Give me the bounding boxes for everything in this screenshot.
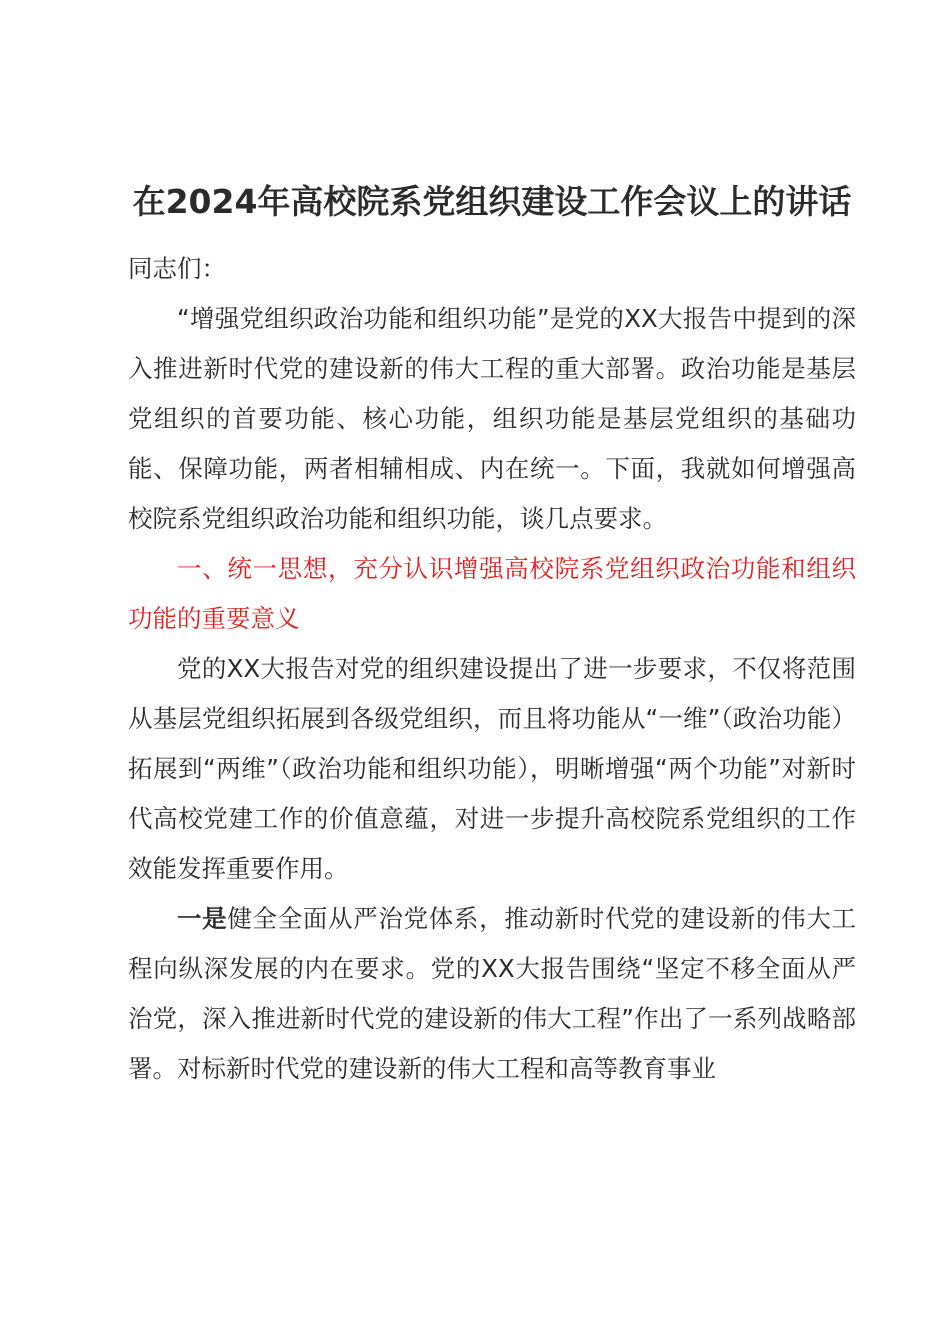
salutation: 同志们： [128,254,226,283]
document-title: 在2024年高校院系党组织建设工作会议上的讲话 [132,182,852,221]
title-container [124,176,860,228]
section-paragraph: 党的XX大报告对党的组织建设提出了进一步要求，不仅将范围从基层党组织拓展到各级党组织，而且将功能从“一维”（政治功能）拓展到“两维”（政治功能和组织功能），明晰增强“两个功能”对新时代高校党建工作的价值意蕴，对进一步提升高校院系党组织的工作效能发挥重要作用。 [128,654,856,883]
intro-paragraph: “增强党组织政治功能和组织功能”是党的XX大报告中提到的深入推进新时代党的建设新的伟大工程的重大部署。政治功能是基层党组织的首要功能、核心功能，组织功能是基层党组织的基础功能、保障功能，两者相辅相成、内在统一。下面，我就如何增强高校院系党组织政治功能和组织功能，谈几点要求。 [128,304,856,533]
document-content [128,176,856,1094]
point-one-paragraph [128,894,856,1094]
point-one-lead: 一是 [177,904,228,933]
point-one-text: 健全全面从严治党体系，推动新时代党的建设新的伟大工程向纵深发展的内在要求。党的XX大报告围绕“坚定不移全面从严治党，深入推进新时代党的建设新的伟大工程”作出了一系列战略部署。对标新时代党的建设新的伟大工程和高等教育事业 [128,904,857,1083]
section-heading: 一、统一思想，充分认识增强高校院系党组织政治功能和组织功能的重要意义 [128,554,856,633]
